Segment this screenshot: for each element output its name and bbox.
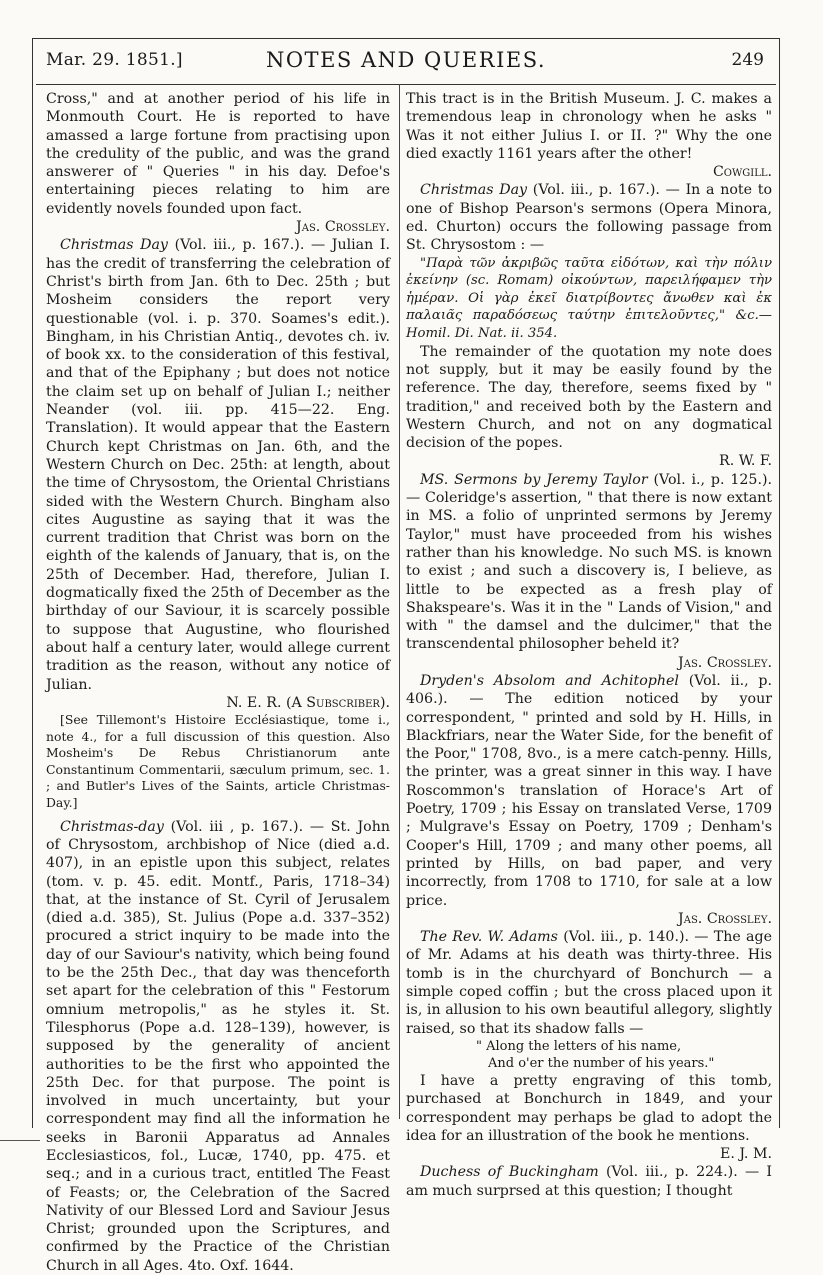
article-body: (Vol. iii., p. 167.). — Julian I. has the credit of transferring the celebration of Christ's birth from Jan. 6th to Dec. 25th ; but Mosheim considers the report very questionable (vol. i. p. 370. Soames's edit.). Bingham, in his Christian Antiq., devotes ch. iv. of book xx. to the consideration of this festival, and that of the Epiphany ; but does not notice the claim set up on behalf of Julian I.; neither Neander (vol. iii. pp. 415—22. Eng. Translation). It would appear that the Eastern Church kept Christmas on Jan. 6th, and the Western Church on Dec. 25th: at length, about the time of Chrysostom, the Oriental Christians sided with the Western Church. Bingham also cites Augustine as saying that it was the current tradition that Christ was born on the eighth of the kalends of January, that is, on the 25th of December. Had, therefore, Julian I. dogmatically fixed the 25th of December as the birthday of our Saviour, it is scarcely possible to suppose that Augustine, who flourished about half a century later, would allege current tradition as the reason, without any notice of Julian. — [46, 237, 390, 693]
signature: Jas. Crossley. — [678, 910, 772, 927]
page-number: 249 — [731, 50, 764, 70]
signature: Cowgill. — [712, 164, 772, 181]
signature: Jas. Crossley. — [678, 654, 772, 671]
column-divider — [399, 84, 400, 1119]
article-title: The Rev. W. Adams — [420, 929, 558, 946]
top-border-rule — [32, 38, 779, 39]
right-column — [406, 90, 772, 1200]
signature: R. W. F. — [719, 453, 772, 470]
verse-quotation — [406, 1038, 772, 1072]
left-column — [46, 90, 390, 1275]
article-body: (Vol. iii., p. 224.). — I am much surprsed at this question; I thought — [406, 1164, 772, 1199]
article-body: I have a pretty engraving of this tomb, purchased at Bonchurch in 1849, and your correspondent may perhaps be glad to adopt the idea for an illustration of the book he mentions. — [406, 1072, 772, 1144]
article-christmas-day-1 — [46, 236, 390, 693]
article-body: The remainder of the quotation my note does not supply, but it may be easily found by the reference. The day, therefore, seems fixed by " tradition," and received both by the Eastern and Western Church, and not on any dogmatical decision of the popes. — [406, 343, 772, 452]
article-ms-sermons — [406, 471, 772, 654]
article-title: MS. Sermons by Jeremy Taylor — [420, 471, 648, 488]
article-title: Duchess of Buckingham — [420, 1164, 599, 1181]
signature: E. J. M. — [719, 1146, 772, 1163]
article-body: (Vol. iii., p. 140.). — The age of Mr. Adams at his death was thirty-three. His tomb is in the churchyard of Bonchurch — a simple coped coffin ; but the cross placed upon it is, in allusion to his own beautiful allegory, slightly raised, so that its shadow falls — — [406, 929, 772, 1037]
signature: Jas. Crossley. — [296, 219, 390, 236]
article-title: Christmas Day — [60, 237, 168, 254]
article-duchess-buckingham — [406, 1163, 772, 1200]
right-border-rule — [779, 38, 780, 1128]
page-header — [36, 48, 776, 78]
header-rule — [36, 84, 776, 85]
article-body: (Vol. iii , p. 167.). — St. John of Chrysostom, archbishop of Nice (died a.d. 407), in an epistle upon this subject, relates (tom. v. p. 45. edit. Montf., Paris, 1718–34) that, at the instance of St. Cyril of Jerusalem (died a.d. 385), St. Julius (Pope a.d. 337–352) procured a strict inquiry to be made into the day of our Saviour's nativity, which being found to be the 25th Dec., that day was thenceforth set apart for the celebration of this " Festorum omnium metropolis," as he styles it. St. Tilesphorus (Pope a.d. 128–139), however, is supposed by the generality of ancient authorities to be the first who appointed the 25th Dec. for that purpose. The point is involved in much uncertainty, but your correspondent may find all the information he seeks in Baronii Apparatus ad Annales Ecclesiasticos, fol., Lucæ, 1740, pp. 475. et seq.; and in a curious tract, entitled The Feast of Feasts; or, the Celebration of the Sacred Nativity of our Blessed Lord and Saviour Jesus Christ; grounded upon the Scriptures, and confirmed by the Practice of the Christian Church in all Ages. 4to. Oxf. 1644. — [46, 818, 390, 1274]
article-body: (Vol. i., p. 125.). — Coleridge's assertion, " that there is now extant in MS. a folio of unprinted sermons by Jeremy Taylor," must have proceeded from his wishes rather than his knowledge. No such MS. is known to exist ; and such a discovery is, I believe, as little to be expected as a fresh play of Shakspeare's. Was it in the " Lands of Vision," and with " the damsel and the dulcimer," that the transcendental philosopher beheld it? — [406, 471, 773, 653]
article-body: (Vol. iii., p. 167.). — In a note to one of Bishop Pearson's sermons (Opera Minora, ed. Churton) occurs the following passage from St. Chrysostom : — — [406, 182, 772, 254]
verse-line: " Along the letters of his name, — [476, 1038, 682, 1054]
article-dryden — [406, 672, 772, 910]
editorial-note: [See Tillemont's Histoire Ecclésiastique, tome i., note 4., for a full discussion of this question. Also Mosheim's De Rebus Christianorum ante Constantinum Commentarii, sæculum primum, sec. 1. ; and Butler's Lives of the Saints, article Christmas-Day.] — [46, 712, 390, 811]
article-rev-adams — [406, 928, 772, 1038]
article-title: Dryden's Absolom and Achitophel — [420, 672, 679, 689]
greek-quotation: "Παρὰ τῶν ἀκριβῶς ταῦτα εἰδότων, καὶ τὴν πόλιν ἐκείνην (sc. Romam) οἰκούντων, παρειλήφαμεν τὴν ἡμέραν. Οἱ γὰρ ἐκεῖ διατρίβοντες ἄνωθεν καὶ ἐκ παλαιᾶς παραδόσεως ταύτην ἐπιτελοῦντες," &c.— Homil. Di. Nat. ii. 354. — [406, 255, 772, 342]
article-body: (Vol. ii., p. 406.). — The edition noticed by your correspondent, " printed and sold by H. Hills, in Blackfriars, near the Water Side, for the benefit of the Poor," 1708, 8vo., is a mere catch-penny. Hills, the printer, was a great sinner in this way. I have Roscommon's translation of Horace's Art of Poetry, 1709 ; his Essay on translated Verse, 1709 ; Mulgrave's Essay on Poetry, 1709 ; Denham's Cooper's Hill, 1709 ; and many other poems, all printed by Hills, on bad paper, and very incorrectly, from 1708 to 1710, for sale at a low price. — [406, 672, 772, 909]
issue-date: Mar. 29. 1851.] — [46, 50, 183, 70]
journal-title: NOTES AND QUERIES. — [265, 48, 547, 72]
article-christmas-day-3 — [406, 181, 772, 254]
verse-line: And o'er the number of his years." — [488, 1055, 715, 1071]
article-title: Christmas Day — [420, 182, 528, 199]
bottom-margin-mark — [0, 1140, 40, 1141]
article-christmas-day-2 — [46, 818, 390, 1275]
article-title: Christmas-day — [60, 818, 164, 835]
signature: N. E. R. (A Subscriber). — [226, 694, 390, 711]
article-continuation: Cross," and at another period of his life in Monmouth Court. He is reported to have amassed a large fortune from practising upon the credulity of the public, and was the grand answerer of " Queries " in his day. Defoe's entertaining pieces relating to him are evidently novels founded upon fact. — [46, 91, 390, 217]
article-continuation: This tract is in the British Museum. J. C. makes a tremendous leap in chronology when he asks " Was it not either Julius I. or II. ?" Why the one died exactly 1161 years after the other! — [406, 91, 772, 162]
left-border-rule — [32, 38, 33, 1128]
